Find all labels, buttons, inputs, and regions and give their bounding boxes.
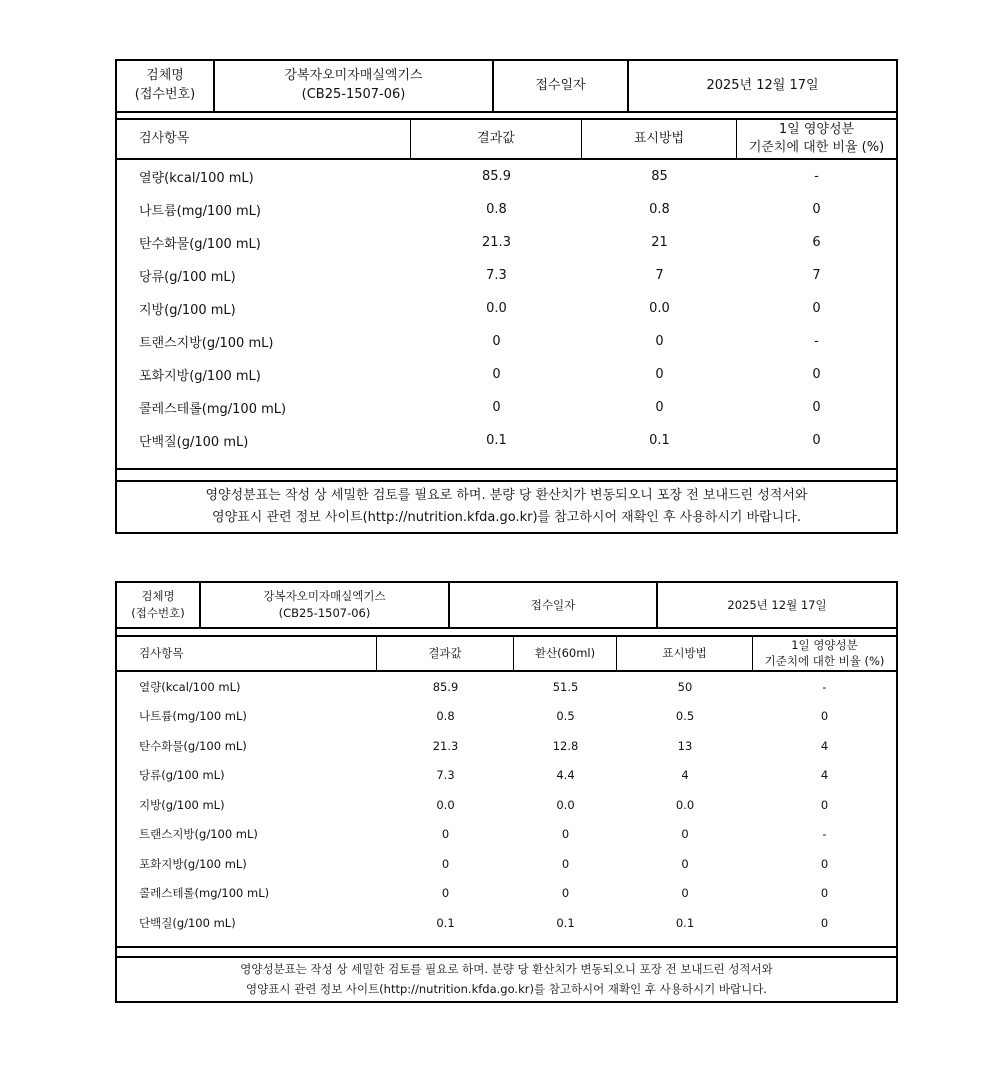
col-daily-ratio (737, 120, 896, 158)
usage-note (117, 956, 896, 1001)
col-ratio-line1: 1일 영양성분 (778, 122, 855, 138)
nutrient-ratio: 0 (812, 202, 821, 217)
table-row (117, 878, 896, 908)
nutrient-result: 21.3 (482, 235, 511, 250)
usage-note-line2: 영양표시 관련 정보 사이트(http://nutrition.kfda.go.kr)를 참고하시어 재확인 후 사용하시기 바랍니다. (212, 510, 801, 525)
usage-note-line2: 영양표시 관련 정보 사이트(http://nutrition.kfda.go.kr)를 참고하시어 재확인 후 사용하시기 바랍니다. (246, 981, 767, 996)
nutrient-ratio: 0 (812, 400, 821, 415)
table-row (117, 849, 896, 878)
nutrient-name: 탄수화물(g/100 mL) (139, 237, 261, 252)
nutrient-display: 0 (681, 827, 689, 841)
nutrient-result: 0.8 (436, 709, 455, 723)
nutrient-ratio: - (822, 827, 827, 841)
receipt-number-label: (접수번호) (131, 606, 185, 620)
nutrient-display: 0 (681, 886, 689, 900)
usage-note-line1: 영양성분표는 작성 상 세밀한 검토를 필요로 하며. 분량 당 환산치가 변동되오니 포장 전 보내드린 성적서와 (240, 961, 773, 976)
nutrient-name: 트랜스지방(g/100 mL) (139, 827, 258, 841)
usage-note-line1: 영양성분표는 작성 상 세밀한 검토를 필요로 하며. 분량 당 환산치가 변동되오니 포장 전 보내드린 성적서와 (205, 487, 808, 503)
nutrient-name: 나트륨(mg/100 mL) (139, 709, 247, 723)
table-row (117, 358, 896, 391)
nutrient-result: 0 (492, 367, 501, 382)
nutrition-report-1 (115, 59, 898, 534)
col-item: 검사항목 (117, 637, 377, 670)
nutrient-ratio: 0 (820, 856, 829, 871)
nutrient-ratio: 6 (812, 235, 821, 250)
nutrient-result: 0 (441, 856, 450, 871)
specimen-title: 강복자오미자매실엑기스 (284, 68, 423, 84)
nutrient-name: 트랜스지방(g/100 mL) (139, 336, 274, 351)
nutrient-converted: 0 (561, 856, 570, 871)
nutrient-display: 0.8 (649, 202, 670, 217)
specimen-name-label: 검체명 (141, 589, 175, 604)
nutrient-ratio: - (822, 679, 827, 694)
nutrient-display: 0 (655, 334, 664, 349)
specimen-code: (CB25-1507-06) (278, 606, 371, 620)
table-row (117, 731, 896, 760)
nutrient-converted: 0.5 (556, 709, 575, 723)
nutrient-display: 0.1 (675, 915, 695, 930)
nutrient-ratio: - (814, 334, 819, 349)
receipt-date-value: 2025년 12월 17일 (727, 597, 827, 612)
nutrient-display: 0.5 (675, 709, 695, 723)
table-row (117, 701, 896, 731)
table-row (117, 424, 896, 457)
col-converted: 환산(60ml) (514, 637, 617, 670)
nutrient-name: 나트륨(mg/100 mL) (139, 204, 261, 219)
nutrient-name: 포화지방(g/100 mL) (139, 369, 261, 384)
nutrient-ratio: 0 (812, 367, 821, 382)
nutrient-converted: 0.1 (556, 915, 575, 930)
nutrient-result: 0.0 (436, 797, 455, 812)
nutrient-display: 13 (677, 738, 693, 753)
nutrient-name: 열량(kcal/100 mL) (139, 171, 254, 186)
nutrient-display: 0.1 (649, 433, 670, 448)
nutrient-name: 열량(kcal/100 mL) (139, 679, 241, 694)
table-row (117, 160, 896, 193)
nutrient-ratio: 4 (820, 768, 829, 782)
nutrient-display: 50 (677, 679, 693, 694)
nutrient-result: 85.9 (482, 169, 511, 184)
nutrient-converted: 4.4 (556, 768, 575, 782)
col-ratio-line2: 기준치에 대한 비율 (%) (764, 653, 885, 668)
nutrient-name: 단백질(g/100 mL) (139, 435, 249, 450)
specimen-code: (CB25-1507-06) (301, 87, 406, 102)
nutrient-display: 0 (681, 856, 689, 871)
nutrient-ratio: 0 (812, 433, 821, 448)
table-row (117, 193, 896, 226)
nutrient-name: 지방(g/100 mL) (139, 797, 225, 812)
nutrient-converted: 0 (561, 886, 570, 900)
nutrient-name: 콜레스테롤(mg/100 mL) (139, 886, 270, 900)
table-row (117, 908, 896, 937)
nutrient-result: 0.1 (436, 915, 455, 930)
table-row (117, 292, 896, 325)
receipt-date-label: 접수일자 (494, 61, 629, 111)
specimen-value-cell (201, 583, 450, 627)
nutrient-result: 7.3 (436, 768, 455, 782)
col-daily-ratio (753, 637, 896, 670)
nutrient-ratio: 7 (812, 268, 821, 283)
column-header-row (117, 635, 896, 672)
nutrient-ratio: 4 (820, 738, 829, 753)
nutrient-converted: 12.8 (552, 738, 579, 753)
nutrient-result: 85.9 (432, 679, 459, 694)
nutrient-result: 7.3 (486, 268, 507, 283)
table-row (117, 259, 896, 292)
col-display: 표시방법 (582, 120, 737, 158)
nutrient-display: 0 (655, 400, 664, 415)
nutrient-ratio: 0 (820, 886, 829, 900)
col-ratio-line1: 1일 영양성분 (791, 637, 858, 652)
nutrient-name: 당류(g/100 mL) (139, 270, 236, 285)
specimen-header (117, 61, 896, 113)
usage-note (117, 480, 896, 532)
nutrient-display: 0.0 (649, 301, 670, 316)
nutrient-converted: 0 (561, 827, 570, 841)
column-header-row (117, 118, 896, 160)
table-row (117, 226, 896, 259)
nutrient-name: 지방(g/100 mL) (139, 303, 236, 318)
nutrient-ratio: 0 (820, 915, 829, 930)
nutrient-display: 0 (655, 367, 664, 382)
table-row (117, 672, 896, 701)
nutrient-result: 0.1 (486, 433, 507, 448)
nutrient-name: 콜레스테롤(mg/100 mL) (139, 402, 287, 417)
col-result: 결과값 (411, 120, 582, 158)
col-result: 결과값 (377, 637, 514, 670)
receipt-number-label: (접수번호) (134, 87, 196, 102)
specimen-name-label: 검체명 (146, 68, 184, 84)
nutrient-display: 85 (651, 169, 668, 184)
specimen-value-cell (215, 61, 494, 111)
nutrient-name: 탄수화물(g/100 mL) (139, 738, 247, 753)
nutrient-display: 7 (655, 268, 664, 283)
col-ratio-line2: 기준치에 대한 비율 (%) (748, 140, 885, 155)
nutrient-result: 0 (441, 886, 450, 900)
nutrient-name: 포화지방(g/100 mL) (139, 856, 247, 871)
specimen-title: 강복자오미자매실엑기스 (263, 589, 386, 604)
nutrient-result: 0 (492, 334, 501, 349)
specimen-label-cell (117, 583, 201, 627)
nutrition-report-2 (115, 581, 898, 1003)
nutrient-ratio: - (814, 169, 819, 184)
nutrient-result: 0.8 (486, 202, 507, 217)
nutrient-result: 0.0 (486, 301, 507, 316)
receipt-date-value: 2025년 12월 17일 (706, 77, 819, 93)
specimen-label-cell (117, 61, 215, 111)
receipt-date-label: 접수일자 (450, 583, 658, 627)
nutrient-result: 21.3 (432, 738, 459, 753)
table-row (117, 790, 896, 819)
table-row (117, 819, 896, 849)
nutrient-converted: 0.0 (556, 797, 575, 812)
nutrient-result: 0 (492, 400, 501, 415)
nutrient-ratio: 0 (812, 301, 821, 316)
nutrient-converted: 51.5 (552, 679, 579, 694)
nutrient-display: 0.0 (675, 797, 695, 812)
nutrient-result: 0 (441, 827, 450, 841)
table-row (117, 325, 896, 358)
col-item: 검사항목 (117, 120, 411, 158)
nutrient-name: 당류(g/100 mL) (139, 768, 225, 782)
table-row (117, 391, 896, 424)
col-display: 표시방법 (617, 637, 753, 670)
nutrient-display: 4 (681, 768, 689, 782)
nutrient-ratio: 0 (820, 797, 829, 812)
nutrient-ratio: 0 (820, 709, 829, 723)
nutrient-name: 단백질(g/100 mL) (139, 915, 236, 930)
nutrient-display: 21 (651, 235, 668, 250)
specimen-header (117, 583, 896, 629)
table-row (117, 760, 896, 790)
